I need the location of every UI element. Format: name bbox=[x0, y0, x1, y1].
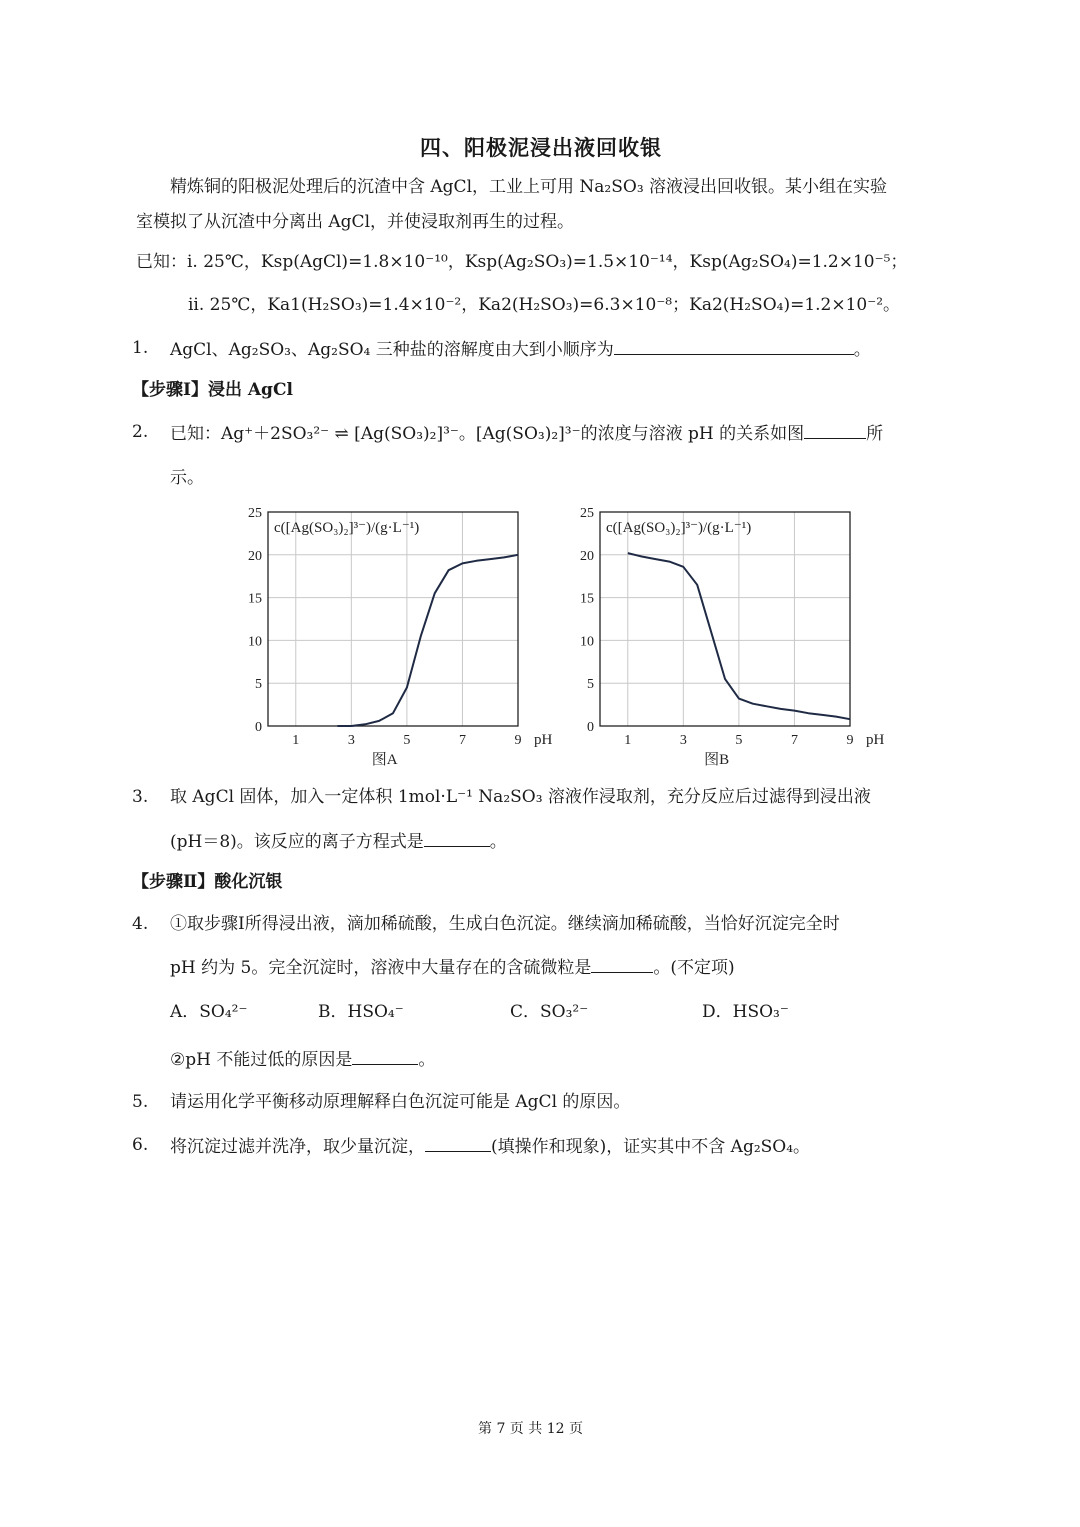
q2-number: 2. bbox=[132, 422, 149, 442]
q3-end: 。 bbox=[489, 832, 507, 852]
chart-b-x-tick-label: 5 bbox=[735, 733, 743, 748]
q4-sub2-stem: ②pH 不能过低的原因是 bbox=[170, 1050, 353, 1070]
chart-a-x-tick-label: 1 bbox=[292, 733, 300, 748]
chart-b bbox=[560, 500, 890, 770]
q2-line-2: 示。 bbox=[170, 468, 204, 488]
chart-a-y-tick-label: 10 bbox=[248, 634, 262, 650]
page-footer: 第 7 页 共 12 页 bbox=[478, 1421, 583, 1437]
q1-answer-blank[interactable] bbox=[614, 336, 854, 355]
q3-line-2 bbox=[170, 828, 507, 854]
q4-option-a[interactable]: A．SO₄²⁻ bbox=[170, 1002, 248, 1022]
chart-b-caption: 图B bbox=[704, 752, 730, 768]
chart-a-y-tick-label: 20 bbox=[248, 548, 262, 564]
known-line-2: ii. 25℃，Ka1(H₂SO₃)=1.4×10⁻²，Ka2(H₂SO₃)=6.3×10⁻⁸；Ka2(H₂SO₄)=1.2×10⁻²。 bbox=[188, 295, 901, 315]
q2-end: 所 bbox=[866, 424, 884, 444]
q4-sub2-end: 。 bbox=[418, 1050, 436, 1070]
q6-text bbox=[170, 1133, 810, 1159]
chart-b-frame bbox=[600, 512, 850, 726]
chart-a-x-tick-label: 7 bbox=[458, 733, 466, 748]
chart-a-x-tick-label: 3 bbox=[347, 733, 355, 748]
q4-answer-blank[interactable] bbox=[591, 954, 653, 973]
chart-a-y-tick-label: 15 bbox=[248, 591, 262, 607]
chart-b-x-tick-label: 9 bbox=[846, 733, 854, 748]
chart-b-xlabel: pH bbox=[866, 732, 885, 748]
chart-b-x-tick-label: 1 bbox=[624, 733, 632, 748]
chart-a-frame bbox=[268, 512, 518, 726]
q6-number: 6. bbox=[132, 1135, 149, 1155]
q2-answer-blank[interactable] bbox=[804, 420, 866, 439]
chart-b-y-tick-label: 25 bbox=[580, 506, 594, 521]
q4-option-b[interactable]: B．HSO₄⁻ bbox=[318, 1002, 404, 1022]
q5-number: 5. bbox=[132, 1092, 149, 1112]
chart-b-svg bbox=[560, 500, 890, 770]
q4-sub-2 bbox=[170, 1046, 435, 1072]
page-title: 四、阳极泥浸出液回收银 bbox=[420, 136, 662, 160]
chart-a-x-tick-label: 5 bbox=[403, 733, 411, 748]
q5-text: 请运用化学平衡移动原理解释白色沉淀可能是 AgCl 的原因。 bbox=[170, 1092, 631, 1112]
q4-line-2 bbox=[170, 954, 735, 980]
q4-number: 4. bbox=[132, 914, 149, 934]
q1-number: 1. bbox=[132, 338, 149, 358]
step-2-heading: 【步骤Ⅱ】酸化沉银 bbox=[132, 872, 283, 892]
chart-a-y-tick-label: 25 bbox=[248, 506, 262, 521]
chart-b-y-tick-label: 10 bbox=[580, 634, 594, 650]
q1-stem: AgCl、Ag₂SO₃、Ag₂SO₄ 三种盐的溶解度由大到小顺序为 bbox=[170, 340, 614, 360]
q3-answer-blank[interactable] bbox=[424, 828, 490, 847]
chart-a-xlabel: pH bbox=[534, 732, 553, 748]
q1-text bbox=[170, 336, 871, 362]
chart-a-y-tick-label: 0 bbox=[255, 720, 262, 735]
step-1-heading: 【步骤Ⅰ】浸出 AgCl bbox=[132, 380, 293, 400]
chart-b-ylabel: c([Ag(SO₃)₂]³⁻)/(g·L⁻¹) bbox=[606, 520, 752, 536]
q3-number: 3. bbox=[132, 787, 149, 807]
known-line-1: 已知：i. 25℃，Ksp(AgCl)=1.8×10⁻¹⁰，Ksp(Ag₂SO₃)=1.5×10⁻¹⁴，Ksp(Ag₂SO₄)=1.2×10⁻⁵； bbox=[136, 252, 908, 272]
chart-a-caption: 图A bbox=[371, 752, 398, 768]
intro-line-2: 室模拟了从沉渣中分离出 AgCl，并使浸取剂再生的过程。 bbox=[136, 212, 575, 232]
q2-text bbox=[170, 420, 883, 446]
q3-stem: (pH＝8)。该反应的离子方程式是 bbox=[170, 832, 424, 852]
chart-b-y-tick-label: 20 bbox=[580, 548, 594, 564]
chart-b-y-tick-label: 15 bbox=[580, 591, 594, 607]
q2-stem: 已知：Ag⁺＋2SO₃²⁻ ⇌ [Ag(SO₃)₂]³⁻。[Ag(SO₃)₂]³⁻的浓度与溶液 pH 的关系如图 bbox=[170, 424, 805, 444]
q4-end: 。(不定项) bbox=[653, 958, 735, 978]
q4-line-1: ①取步骤Ⅰ所得浸出液，滴加稀硫酸，生成白色沉淀。继续滴加稀硫酸，当恰好沉淀完全时 bbox=[170, 914, 840, 934]
chart-a-svg bbox=[228, 500, 558, 770]
chart-b-x-tick-label: 7 bbox=[790, 733, 798, 748]
q6-answer-blank[interactable] bbox=[425, 1133, 491, 1152]
chart-b-y-tick-label: 5 bbox=[587, 677, 594, 693]
chart-a-y-tick-label: 5 bbox=[255, 677, 262, 693]
q1-end: 。 bbox=[853, 340, 871, 360]
chart-a-x-tick-label: 9 bbox=[514, 733, 522, 748]
q3-line-1: 取 AgCl 固体，加入一定体积 1mol·L⁻¹ Na₂SO₃ 溶液作浸取剂，充分反应后过滤得到浸出液 bbox=[170, 787, 871, 807]
intro-line-1: 精炼铜的阳极泥处理后的沉渣中含 AgCl，工业上可用 Na₂SO₃ 溶液浸出回收银。某小组在实验 bbox=[170, 177, 888, 197]
chart-b-x-tick-label: 3 bbox=[679, 733, 687, 748]
q6-stem: 将沉淀过滤并洗净，取少量沉淀， bbox=[170, 1137, 425, 1157]
q6-end: (填操作和现象)，证实其中不含 Ag₂SO₄。 bbox=[491, 1137, 811, 1157]
chart-a-ylabel: c([Ag(SO₃)₂]³⁻)/(g·L⁻¹) bbox=[274, 520, 420, 536]
q4-stem: pH 约为 5。完全沉淀时，溶液中大量存在的含硫微粒是 bbox=[170, 958, 592, 978]
q4-sub2-blank[interactable] bbox=[352, 1046, 418, 1065]
q4-option-c[interactable]: C．SO₃²⁻ bbox=[510, 1002, 589, 1022]
chart-b-y-tick-label: 0 bbox=[587, 720, 594, 735]
chart-a bbox=[228, 500, 558, 770]
q4-option-d[interactable]: D．HSO₃⁻ bbox=[702, 1002, 789, 1022]
